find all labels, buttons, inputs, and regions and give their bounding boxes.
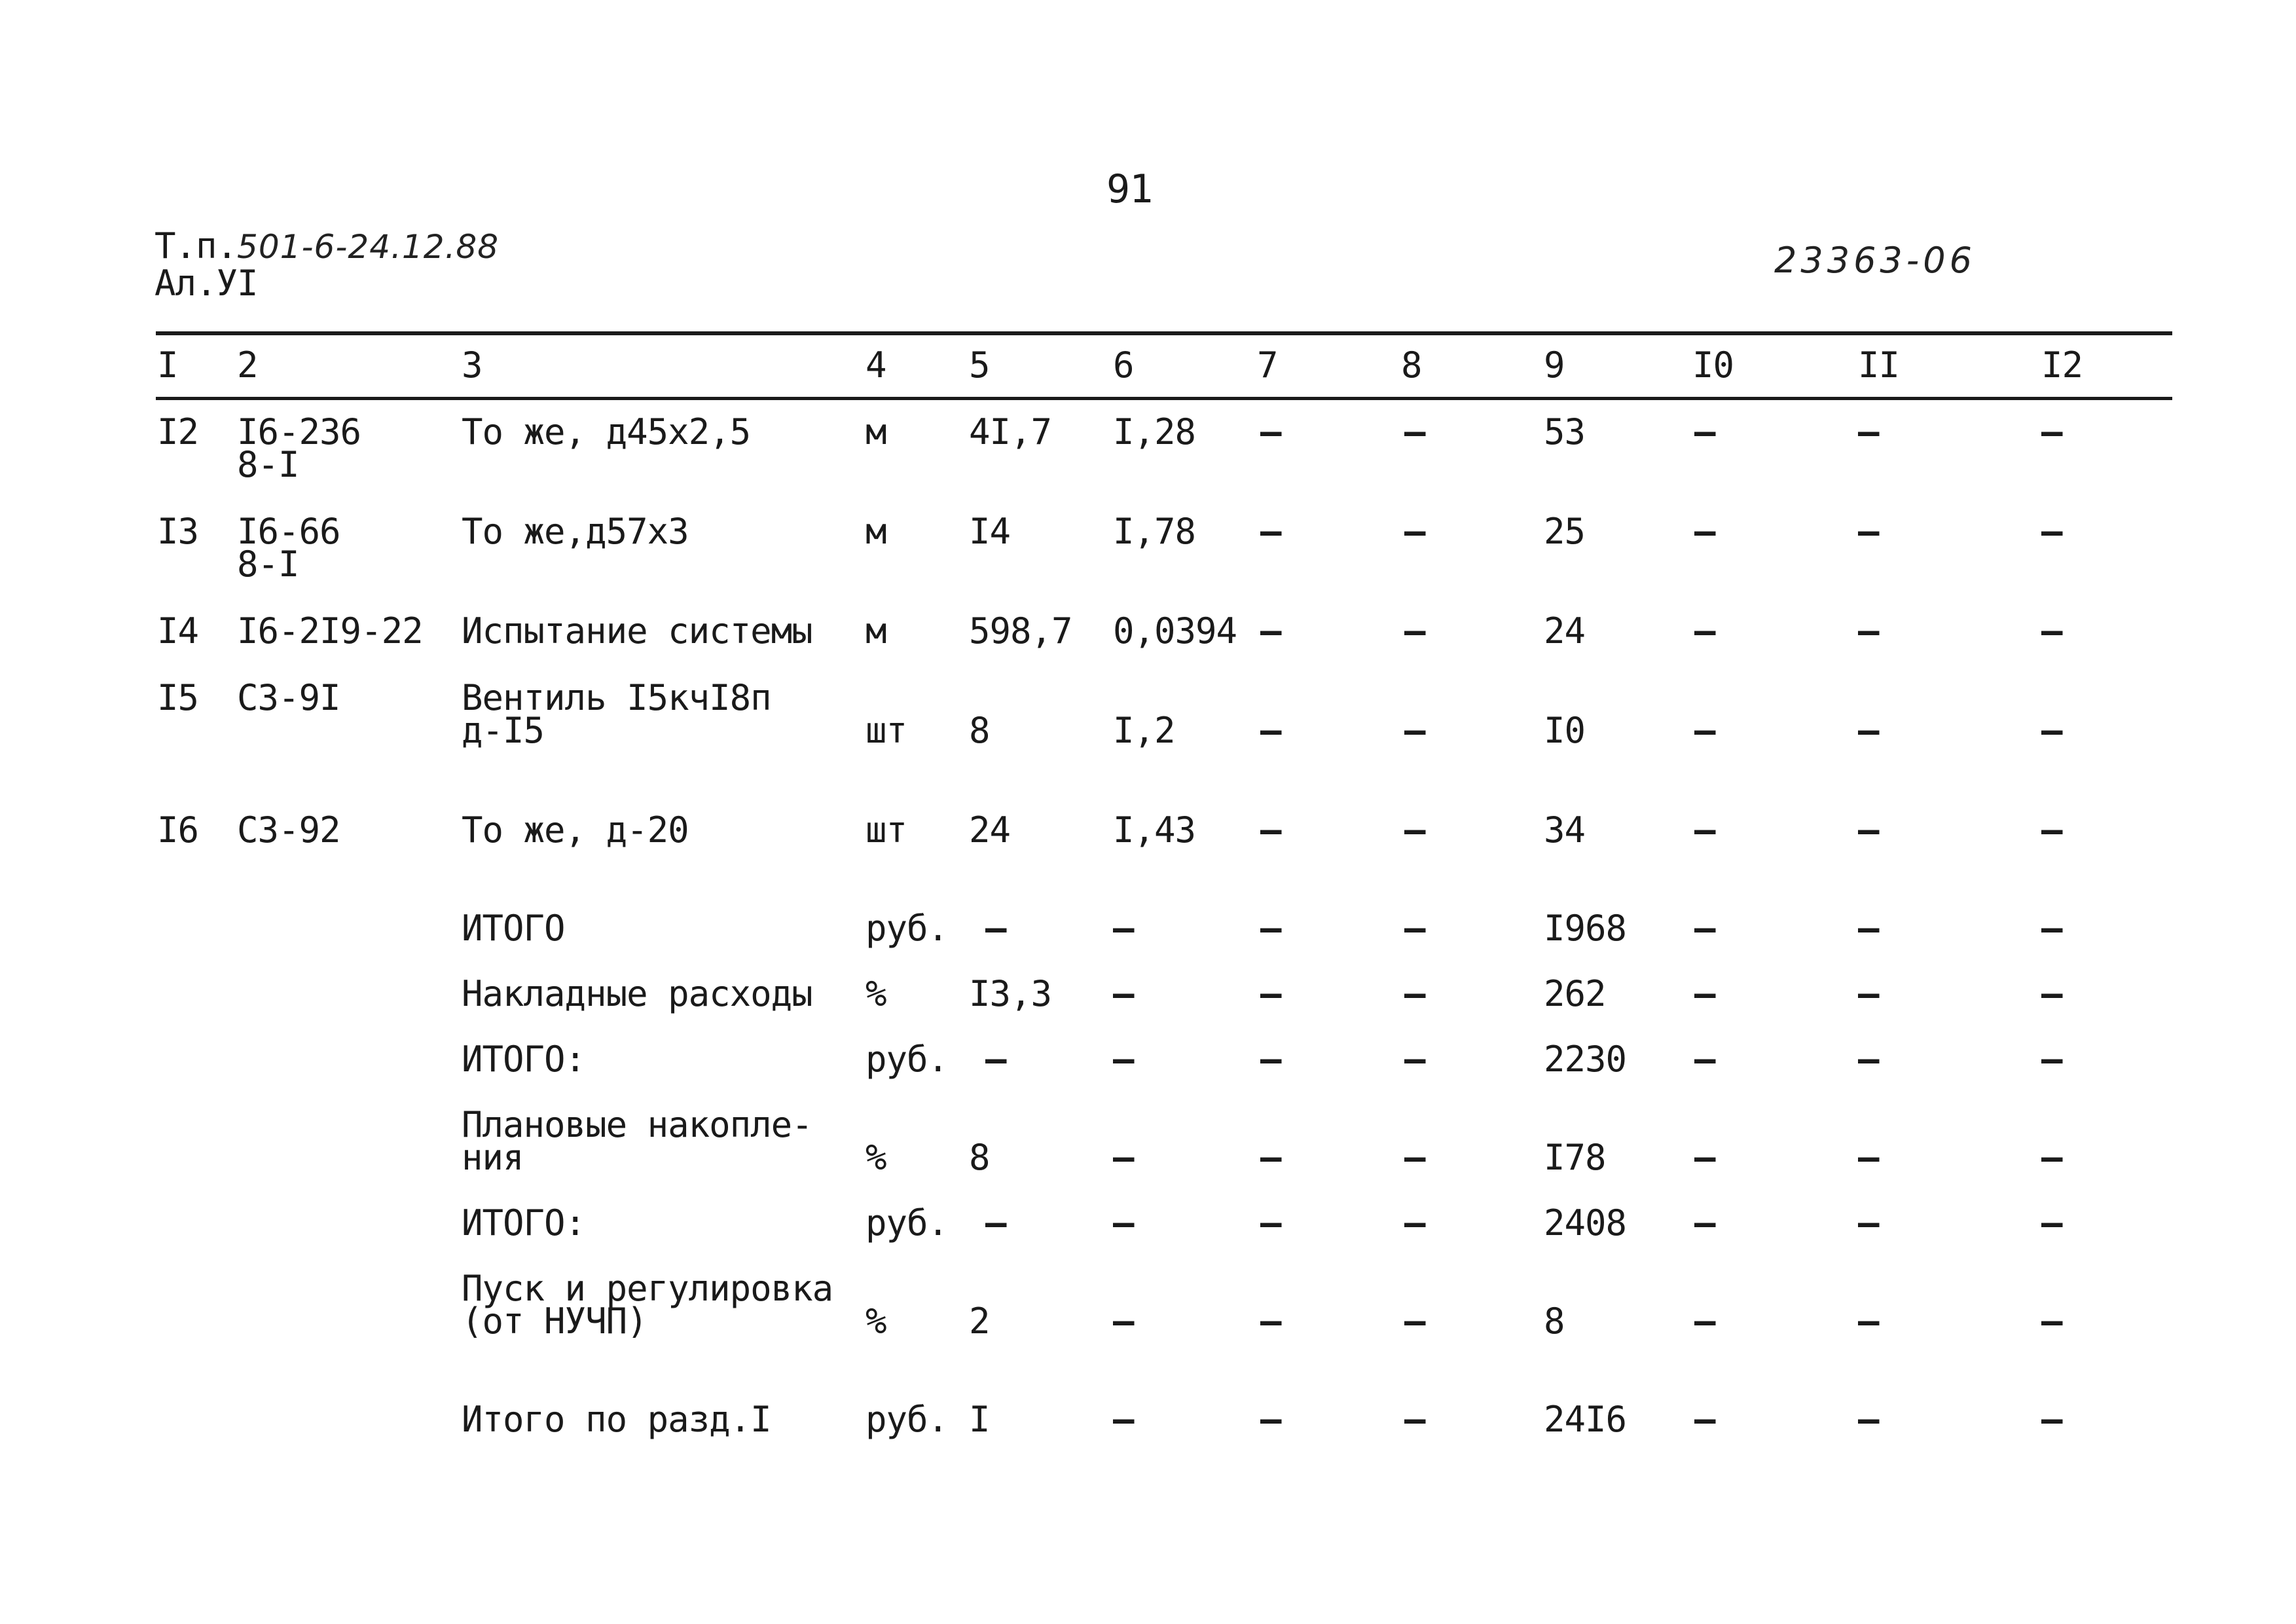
cell-col1: I2 xyxy=(157,411,199,452)
cell-col11: – xyxy=(1858,1039,1879,1080)
reference-number: 501-6-24.12.88 xyxy=(237,228,500,266)
cell-col7: – xyxy=(1260,1039,1281,1080)
cell-col9: 25 xyxy=(1544,511,1586,552)
cell-col8: – xyxy=(1404,511,1425,552)
cell-col6: I,78 xyxy=(1113,511,1196,552)
cell-col4: руб. xyxy=(866,1039,949,1080)
cell-col8: – xyxy=(1404,908,1425,949)
cell-col7: – xyxy=(1260,973,1281,1014)
cell-col6: – xyxy=(1113,1399,1134,1440)
column-header-6: 6 xyxy=(1113,344,1134,386)
cell-col7: – xyxy=(1260,1202,1281,1244)
cell-col5: 2 xyxy=(969,1301,990,1342)
cell-col2: I6-236 xyxy=(237,411,361,452)
cell-col7: – xyxy=(1260,809,1281,851)
cell-col11: – xyxy=(1858,908,1879,949)
reference-prefix: Т.п. xyxy=(155,225,238,267)
cell-col10: – xyxy=(1694,411,1715,452)
cell-col12: – xyxy=(2041,610,2062,652)
cell-col7: – xyxy=(1260,710,1281,751)
cell-col5: I xyxy=(969,1399,990,1440)
cell-col5: 598,7 xyxy=(969,610,1072,652)
cell-col2: С3-9I xyxy=(237,677,340,718)
cell-col5: I4 xyxy=(969,511,1011,552)
cell-col12: – xyxy=(2041,710,2062,751)
cell-col1: I3 xyxy=(157,511,199,552)
cell-col10: – xyxy=(1694,1137,1715,1178)
cell-col6: I,43 xyxy=(1113,809,1196,851)
cell-col6: – xyxy=(1113,1202,1134,1244)
cell-col6: – xyxy=(1113,908,1134,949)
cell-col2: 8-I xyxy=(237,544,299,585)
cell-col2: С3-92 xyxy=(237,809,340,851)
cell-col5: 8 xyxy=(969,710,990,751)
cell-col2: I6-66 xyxy=(237,511,340,552)
cell-col7: – xyxy=(1260,1137,1281,1178)
cell-col8: – xyxy=(1404,973,1425,1014)
cell-col9: 262 xyxy=(1544,973,1606,1014)
cell-col10: – xyxy=(1694,1301,1715,1342)
cell-col3: Итого по разд.I xyxy=(462,1399,771,1440)
cell-col9: I78 xyxy=(1544,1137,1606,1178)
cell-col12: – xyxy=(2041,1202,2062,1244)
cell-col6: – xyxy=(1113,1137,1134,1178)
cell-col8: – xyxy=(1404,710,1425,751)
cell-col4: % xyxy=(866,973,886,1014)
cell-col11: – xyxy=(1858,610,1879,652)
document-reference xyxy=(155,225,500,267)
cell-col9: 53 xyxy=(1544,411,1586,452)
page-number: 91 xyxy=(1106,166,1153,212)
cell-col6: – xyxy=(1113,1039,1134,1080)
cell-col3: Накладные расходы xyxy=(462,973,812,1014)
cell-col12: – xyxy=(2041,411,2062,452)
cell-col5: 4I,7 xyxy=(969,411,1052,452)
cell-col6: – xyxy=(1113,973,1134,1014)
cell-col5: – xyxy=(985,908,1006,949)
column-header-3: 3 xyxy=(462,344,483,386)
cell-col3: Вентиль I5кчI8п xyxy=(462,677,771,718)
cell-col3: Плановые накопле- xyxy=(462,1104,812,1145)
cell-col7: – xyxy=(1260,610,1281,652)
cell-col10: – xyxy=(1694,1399,1715,1440)
cell-col3: ния xyxy=(462,1137,524,1178)
cell-col6: I,28 xyxy=(1113,411,1196,452)
cell-col12: – xyxy=(2041,973,2062,1014)
cell-col6: 0,0394 xyxy=(1113,610,1237,652)
cell-col10: – xyxy=(1694,908,1715,949)
cell-col7: – xyxy=(1260,411,1281,452)
cell-col8: – xyxy=(1404,1301,1425,1342)
cell-col8: – xyxy=(1404,1137,1425,1178)
cell-col10: – xyxy=(1694,1202,1715,1244)
cell-col3: (от НУЧП) xyxy=(462,1301,647,1342)
cell-col1: I4 xyxy=(157,610,199,652)
column-header-7: 7 xyxy=(1257,344,1278,386)
cell-col3: Пуск и регулировка xyxy=(462,1268,833,1309)
cell-col11: – xyxy=(1858,511,1879,552)
cell-col3: То же, д45х2,5 xyxy=(462,411,751,452)
cell-col10: – xyxy=(1694,973,1715,1014)
cell-col10: – xyxy=(1694,809,1715,851)
cell-col9: 24I6 xyxy=(1544,1399,1627,1440)
cell-col3: То же, д-20 xyxy=(462,809,689,851)
cell-col3: То же,д57х3 xyxy=(462,511,689,552)
column-header-1: I xyxy=(157,344,178,386)
cell-col7: – xyxy=(1260,1301,1281,1342)
cell-col10: – xyxy=(1694,511,1715,552)
table-top-rule xyxy=(156,331,2172,335)
cell-col5: – xyxy=(985,1202,1006,1244)
cell-col9: 24 xyxy=(1544,610,1586,652)
cell-col5: 24 xyxy=(969,809,1011,851)
cell-col5: I3,3 xyxy=(969,973,1052,1014)
cell-col8: – xyxy=(1404,1039,1425,1080)
cell-col12: – xyxy=(2041,908,2062,949)
column-header-5: 5 xyxy=(969,344,990,386)
document-code: 23363-06 xyxy=(1774,240,1976,281)
cell-col4: % xyxy=(866,1137,886,1178)
cell-col4: руб. xyxy=(866,908,949,949)
cell-col4: м xyxy=(866,411,886,452)
cell-col2: 8-I xyxy=(237,444,299,485)
cell-col9: 8 xyxy=(1544,1301,1565,1342)
cell-col12: – xyxy=(2041,809,2062,851)
cell-col3: ИТОГО xyxy=(462,908,565,949)
cell-col4: шт xyxy=(866,710,907,751)
cell-col8: – xyxy=(1404,1399,1425,1440)
cell-col4: % xyxy=(866,1301,886,1342)
cell-col9: 34 xyxy=(1544,809,1586,851)
cell-col6: – xyxy=(1113,1301,1134,1342)
table-header-rule xyxy=(156,397,2172,400)
cell-col11: – xyxy=(1858,411,1879,452)
cell-col4: руб. xyxy=(866,1202,949,1244)
column-header-11: II xyxy=(1858,344,1900,386)
cell-col5: – xyxy=(985,1039,1006,1080)
cell-col6: I,2 xyxy=(1113,710,1175,751)
cell-col11: – xyxy=(1858,1399,1879,1440)
cell-col11: – xyxy=(1858,1301,1879,1342)
cell-col4: м xyxy=(866,610,886,652)
cell-col12: – xyxy=(2041,1039,2062,1080)
cell-col11: – xyxy=(1858,710,1879,751)
cell-col8: – xyxy=(1404,809,1425,851)
cell-col4: м xyxy=(866,511,886,552)
cell-col11: – xyxy=(1858,973,1879,1014)
cell-col4: руб. xyxy=(866,1399,949,1440)
cell-col3: д-I5 xyxy=(462,710,545,751)
cell-col10: – xyxy=(1694,1039,1715,1080)
column-header-4: 4 xyxy=(866,344,886,386)
cell-col9: I0 xyxy=(1544,710,1586,751)
cell-col3: Испытание системы xyxy=(462,610,812,652)
cell-col12: – xyxy=(2041,1399,2062,1440)
cell-col1: I5 xyxy=(157,677,199,718)
cell-col8: – xyxy=(1404,1202,1425,1244)
cell-col1: I6 xyxy=(157,809,199,851)
cell-col10: – xyxy=(1694,710,1715,751)
cell-col7: – xyxy=(1260,511,1281,552)
cell-col7: – xyxy=(1260,908,1281,949)
column-header-9: 9 xyxy=(1544,344,1565,386)
cell-col3: ИТОГО: xyxy=(462,1202,586,1244)
cell-col12: – xyxy=(2041,1137,2062,1178)
cell-col8: – xyxy=(1404,411,1425,452)
cell-col9: 2230 xyxy=(1544,1039,1627,1080)
cell-col5: 8 xyxy=(969,1137,990,1178)
cell-col8: – xyxy=(1404,610,1425,652)
cell-col11: – xyxy=(1858,1137,1879,1178)
cell-col9: 2408 xyxy=(1544,1202,1627,1244)
column-header-8: 8 xyxy=(1401,344,1422,386)
cell-col11: – xyxy=(1858,809,1879,851)
cell-col4: шт xyxy=(866,809,907,851)
album-label: Ал.УI xyxy=(155,263,258,304)
column-header-12: I2 xyxy=(2041,344,2083,386)
cell-col7: – xyxy=(1260,1399,1281,1440)
column-header-10: I0 xyxy=(1692,344,1734,386)
column-header-2: 2 xyxy=(237,344,258,386)
cell-col9: I968 xyxy=(1544,908,1627,949)
cell-col2: I6-2I9-22 xyxy=(237,610,423,652)
cell-col12: – xyxy=(2041,511,2062,552)
cell-col3: ИТОГО: xyxy=(462,1039,586,1080)
cell-col12: – xyxy=(2041,1301,2062,1342)
cell-col10: – xyxy=(1694,610,1715,652)
cell-col11: – xyxy=(1858,1202,1879,1244)
